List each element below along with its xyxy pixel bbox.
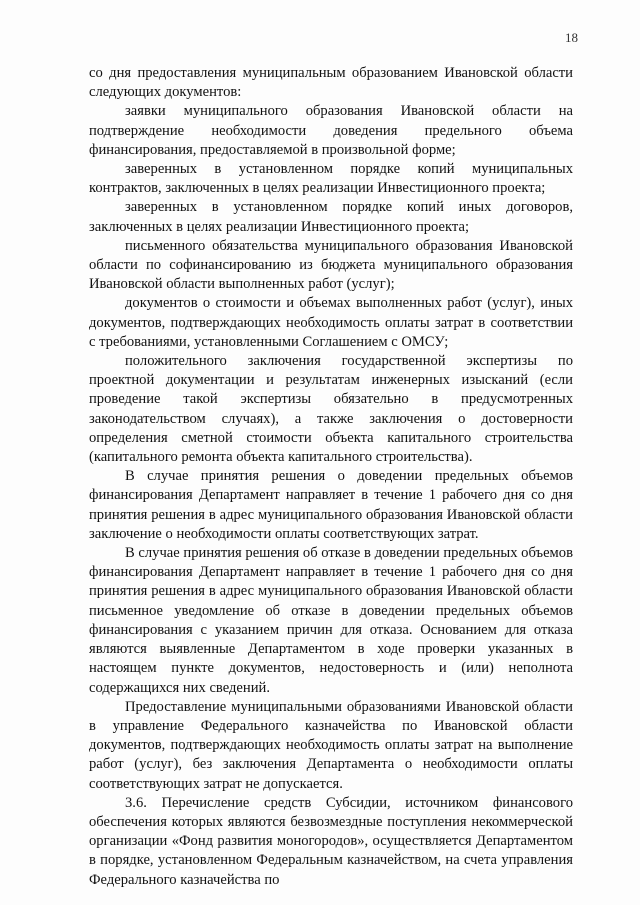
paragraph-section-3-6: 3.6. Перечисление средств Субсидии, источником финансового обеспечения которых являются безвозмездные поступления некоммерческой организации «Фонд развития моногородов», осуществляется Департаментом в порядке, установленном Федеральным казначейством, на счета управления Федерального казначейства по	[89, 794, 573, 888]
paragraph-item: заверенных в установленном порядке копий муниципальных контрактов, заключенных в целях реализации Инвестиционного проекта;	[89, 161, 573, 197]
paragraph-item: документов о стоимости и объемах выполненных работ (услуг), иных документов, подтверждающих необходимость оплаты затрат в соответствии с требованиями, установленными Соглашением с ОМСУ;	[89, 295, 573, 350]
paragraph-item: заверенных в установленном порядке копий иных договоров, заключенных в целях реализации Инвестиционного проекта;	[89, 199, 573, 235]
paragraph-decision-approve: В случае принятия решения о доведении предельных объемов финансирования Департамент направляет в течение 1 рабочего дня со дня принятия решения в адрес муниципального образования Ивановской области заключение о необходимости оплаты соответствующих затрат.	[89, 468, 573, 542]
document-body	[89, 64, 573, 890]
paragraph-intro: со дня предоставления муниципальным образованием Ивановской области следующих документов:	[89, 65, 573, 101]
paragraph-item: положительного заключения государственной экспертизы по проектной документации и результатам инженерных изысканий (если проведение такой экспертизы обязательно в предусмотренных законодательством случаях), а также заключения о достоверности определения сметной стоимости объекта капитального строительства (капитального ремонта объекта капитального строительства).	[89, 353, 573, 466]
paragraph-decision-refuse: В случае принятия решения об отказе в доведении предельных объемов финансирования Департамент направляет в течение 1 рабочего дня со дня принятия решения в адрес муниципального образования Ивановской области письменное уведомление об отказе в доведении предельных объемов финансирования с указанием причин для отказа. Основанием для отказа являются выявленные Департаментом в ходе проверки указанных в настоящем пункте документов, недостоверность и (или) неполнота содержащихся них сведений.	[89, 545, 573, 696]
paragraph-item: заявки муниципального образования Ивановской области на подтверждение необходимости доведения предельного объема финансирования, предоставляемой в произвольной форме;	[89, 103, 573, 158]
paragraph-restriction: Предоставление муниципальными образованиями Ивановской области в управление Федерального казначейства по Ивановской области документов, подтверждающих необходимость оплаты затрат на выполнение работ (услуг), без заключения Департамента о необходимости оплаты соответствующих затрат не допускается.	[89, 698, 573, 792]
page-number: 18	[565, 30, 578, 45]
paragraph-item: письменного обязательства муниципального образования Ивановской области по софинансированию из бюджета муниципального образования Ивановской области выполненных работ (услуг);	[89, 237, 573, 293]
